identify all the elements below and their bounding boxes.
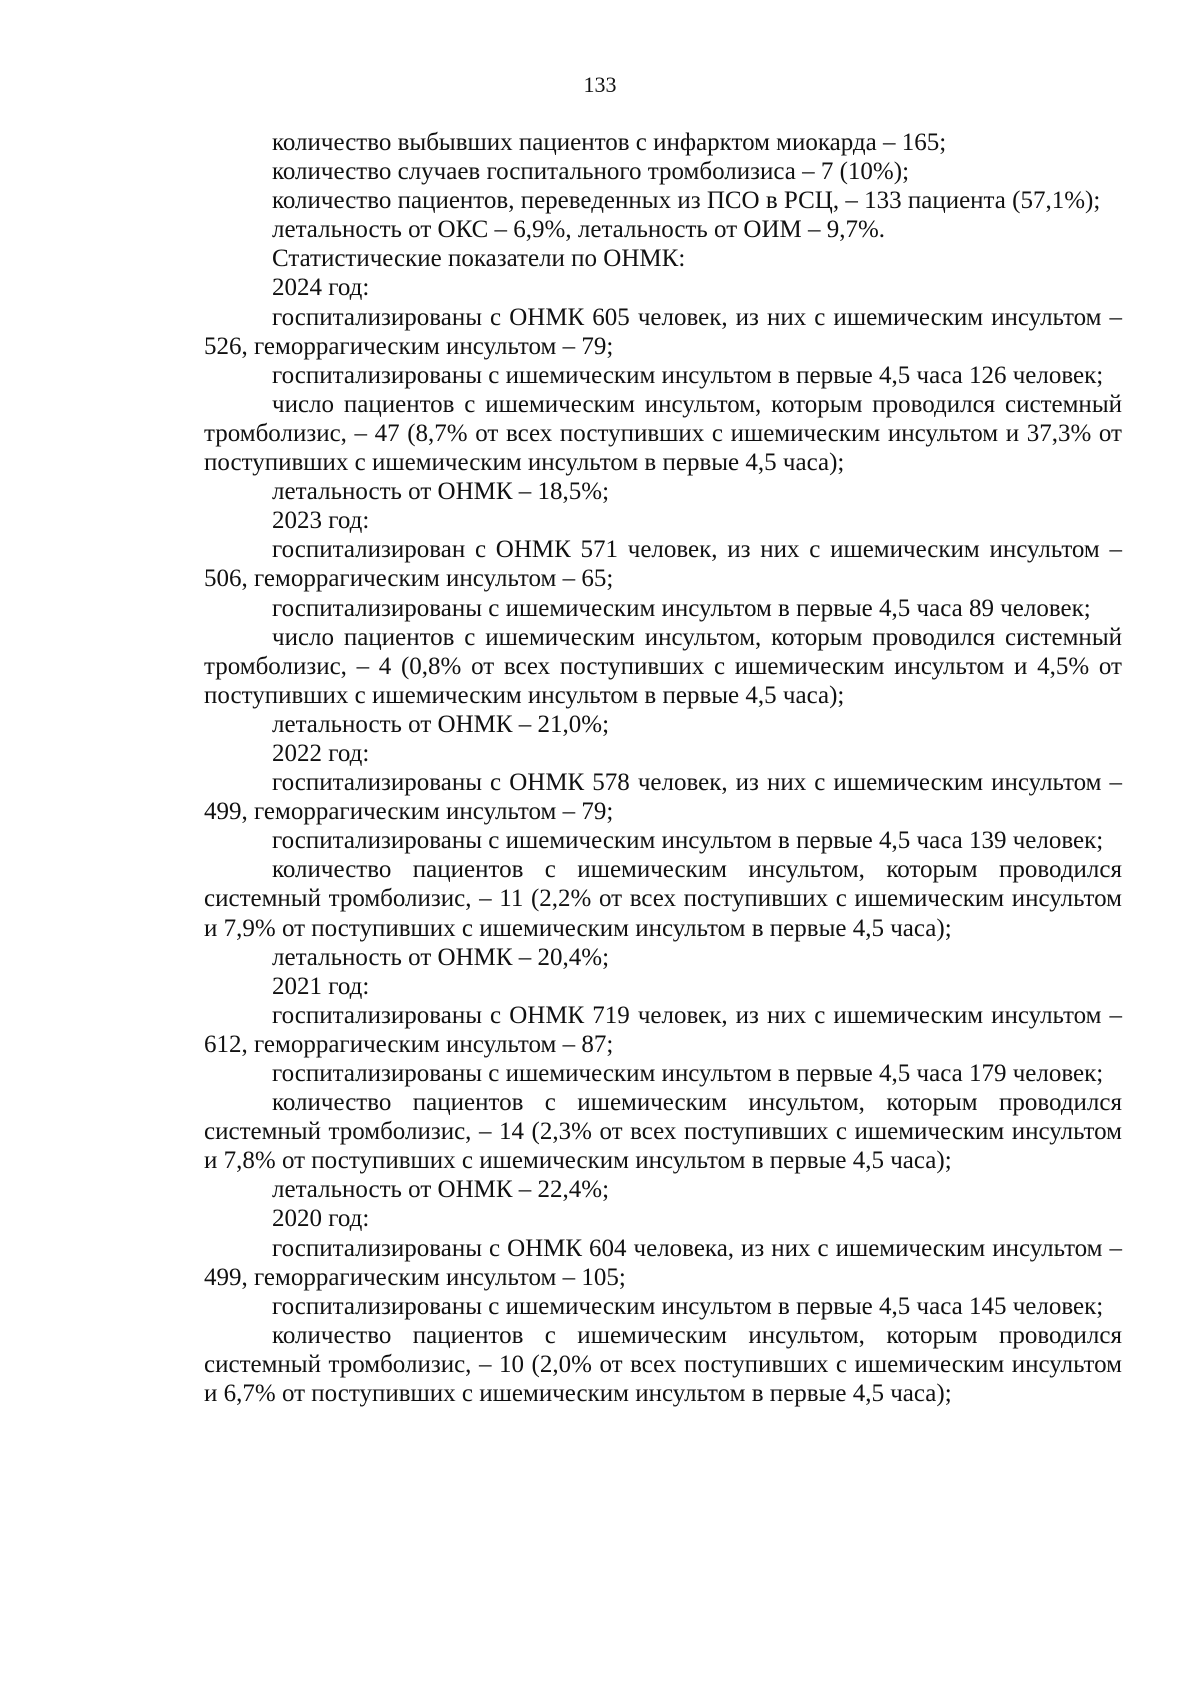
paragraph: госпитализированы с ишемическим инсультом в первые 4,5 часа 126 человек; [272,361,1104,389]
paragraph: госпитализированы с ОНМК 605 человек, из них с ишемическим инсультом – 526, геморрагическим инсультом – 79; [204,303,1122,360]
document-body [204,128,1122,1408]
paragraph: число пациентов с ишемическим инсультом, которым проводился системный тромболизис, – 47 (8,7% от всех поступивших с ишемическим инсультом и 37,3% от поступивших с ишемическим инсультом в первые 4,5 часа); [204,390,1122,477]
paragraph: количество пациентов с ишемическим инсультом, которым проводился системный тромболизис, – 14 (2,3% от всех поступивших с ишемическим инсультом и 7,8% от поступивших с ишемическим инсультом в первые 4,5 часа); [204,1089,1122,1175]
year-heading: 2022 год: [272,739,370,767]
page-number: 133 [583,72,617,97]
paragraph: госпитализированы с ишемическим инсультом в первые 4,5 часа 89 человек; [272,594,1091,622]
paragraph: летальность от ОКС – 6,9%, летальность от ОИМ – 9,7%. [272,216,886,244]
year-heading: 2021 год: [272,972,370,1000]
paragraph: летальность от ОНМК – 18,5%; [272,478,610,506]
paragraph: летальность от ОНМК – 20,4%; [272,943,610,971]
year-heading: 2023 год: [272,507,370,535]
paragraph: госпитализированы с ишемическим инсультом в первые 4,5 часа 179 человек; [272,1060,1104,1087]
paragraph: Статистические показатели по ОНМК: [272,245,686,273]
paragraph: число пациентов с ишемическим инсультом, которым проводился системный тромболизис, – 4 (0,8% от всех поступивших с ишемическим инсультом и 4,5% от поступивших с ишемическим инсультом в первые 4,5 часа); [204,623,1122,709]
paragraph: госпитализированы с ишемическим инсультом в первые 4,5 часа 145 человек; [272,1292,1104,1320]
paragraph: количество пациентов, переведенных из ПСО в РСЦ, – 133 пациента (57,1%); [272,187,1101,215]
paragraph: госпитализированы с ОНМК 578 человек, из них с ишемическим инсультом – 499, геморрагическим инсультом – 79; [204,769,1122,826]
paragraph: количество выбывших пациентов с инфарктом миокарда – 165; [272,129,947,156]
paragraph: летальность от ОНМК – 21,0%; [272,710,610,738]
paragraph: количество пациентов с ишемическим инсультом, которым проводился системный тромболизис, – 11 (2,2% от всех поступивших с ишемическим инсультом и 7,9% от поступивших с ишемическим инсультом в первые 4,5 часа); [204,856,1122,942]
paragraph: госпитализированы с ОНМК 719 человек, из них с ишемическим инсультом – 612, геморрагическим инсультом – 87; [204,1001,1122,1058]
paragraph: количество случаев госпитального тромболизиса – 7 (10%); [272,158,910,186]
paragraph: госпитализирован с ОНМК 571 человек, из них с ишемическим инсультом – 506, геморрагическим инсультом – 65; [204,536,1122,593]
year-heading: 2024 год: [272,274,370,302]
paragraph: госпитализированы с ишемическим инсультом в первые 4,5 часа 139 человек; [272,827,1104,855]
paragraph: летальность от ОНМК – 22,4%; [272,1176,610,1204]
year-heading: 2020 год: [272,1205,370,1233]
paragraph: госпитализированы с ОНМК 604 человека, из них с ишемическим инсультом – 499, геморрагическим инсультом – 105; [204,1234,1122,1291]
paragraph: количество пациентов с ишемическим инсультом, которым проводился системный тромболизис, – 10 (2,0% от всех поступивших с ишемическим инсультом и 6,7% от поступивших с ишемическим инсультом в первые 4,5 часа); [204,1321,1122,1408]
